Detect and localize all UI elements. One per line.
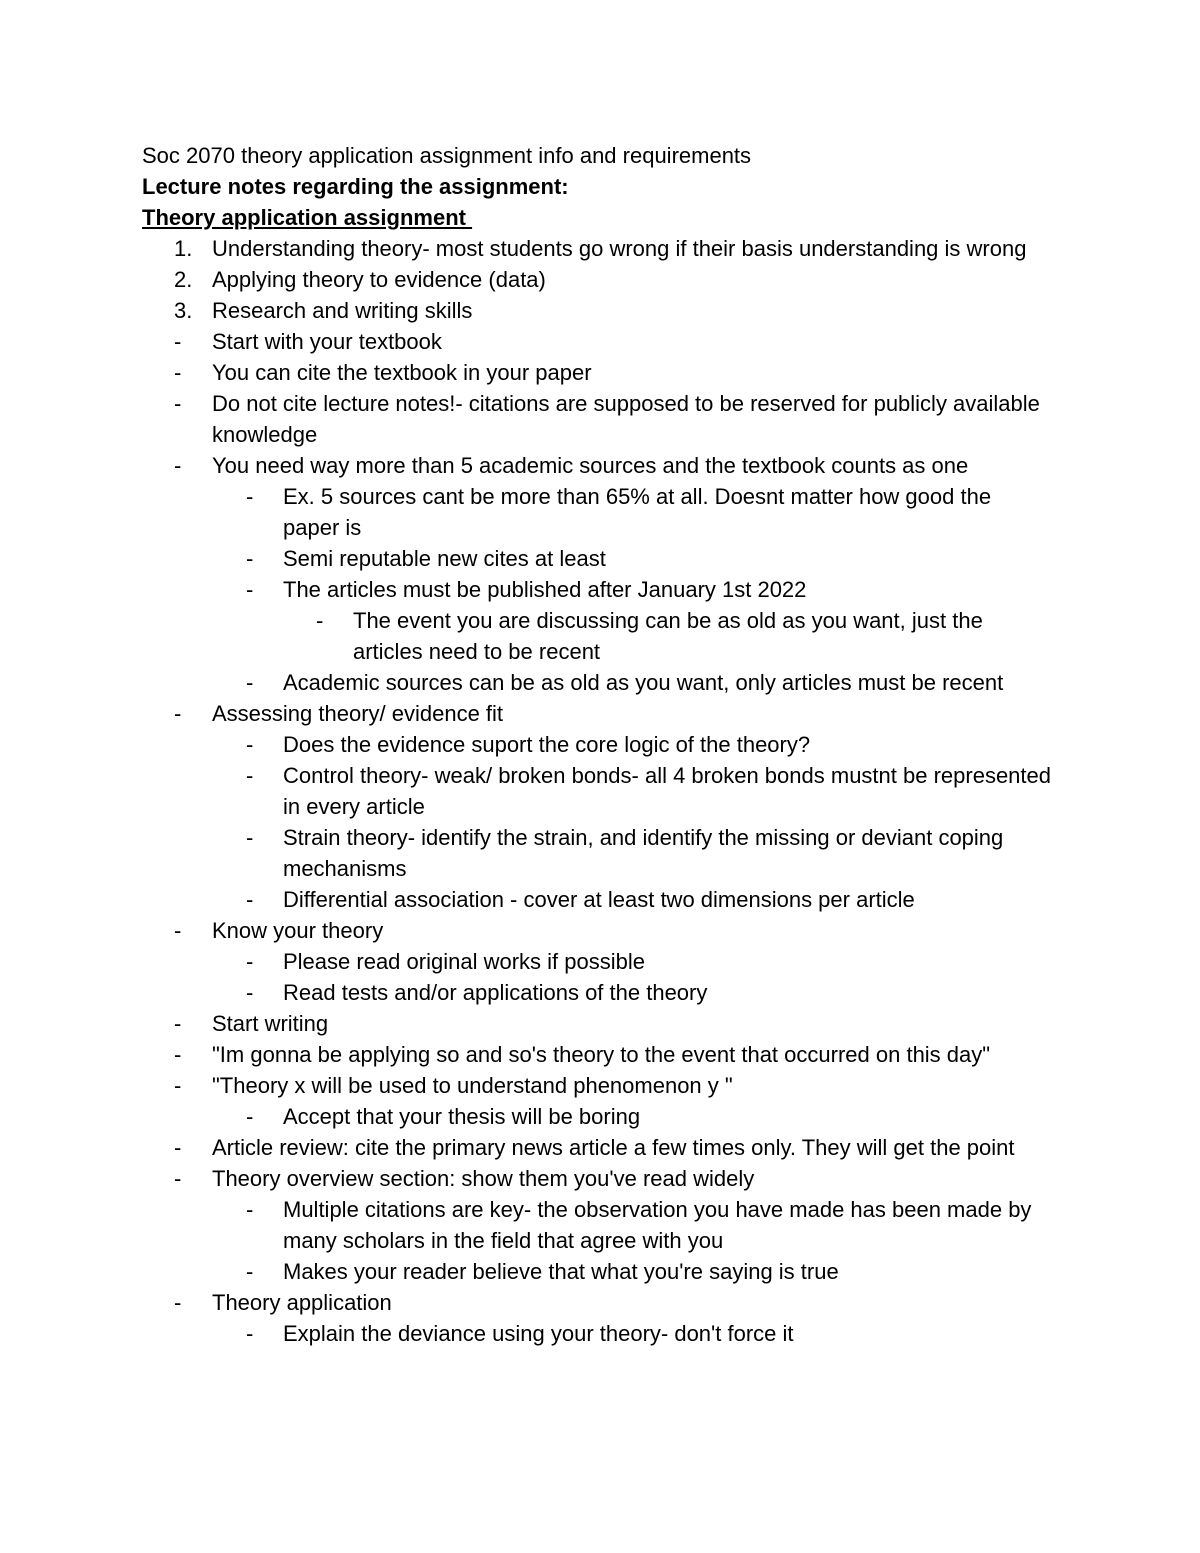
bullet-dash: - [174, 453, 182, 478]
bullet-dash: - [246, 980, 254, 1005]
list-item [142, 822, 1142, 884]
document-title: Soc 2070 theory application assignment info and requirements [142, 143, 752, 168]
lecture-notes-heading: Lecture notes regarding the assignment: [142, 174, 569, 199]
list-item [142, 481, 1142, 543]
list-item [142, 1132, 1142, 1163]
bullet-dash: - [174, 701, 182, 726]
list-item [142, 543, 1142, 574]
bullet-dash: - [174, 918, 182, 943]
list-item-text: Read tests and/or applications of the theory [283, 980, 708, 1005]
list-item-text: Research and writing skills [212, 298, 473, 323]
list-item-text: Start with your textbook [212, 329, 442, 354]
list-item-text: Theory application [212, 1290, 392, 1315]
bullet-dash: - [174, 1135, 182, 1160]
assignment-subheading: Theory application assignment [142, 205, 473, 230]
document-page [142, 140, 1142, 1349]
list-item-text: Know your theory [212, 918, 384, 943]
bullet-dash: - [246, 1321, 254, 1346]
list-item-text: The event you are discussing can be as old as you want, just the articles need to be recent [353, 608, 983, 664]
list-item [142, 1101, 1142, 1132]
bullet-dash: - [246, 1197, 254, 1222]
list-item [142, 574, 1142, 605]
list-item-text: Makes your reader believe that what you're saying is true [283, 1259, 839, 1284]
list-number: 2. [174, 267, 193, 292]
list-item [142, 1287, 1142, 1318]
list-item [142, 388, 1142, 450]
list-item-text: Please read original works if possible [283, 949, 645, 974]
list-item-text: The articles must be published after January 1st 2022 [283, 577, 807, 602]
bullet-dash: - [174, 1042, 182, 1067]
list-item [142, 760, 1142, 822]
list-item-text: Start writing [212, 1011, 329, 1036]
list-item-text: Academic sources can be as old as you want, only articles must be recent [283, 670, 1004, 695]
list-item-text: Differential association - cover at least two dimensions per article [283, 887, 915, 912]
bullet-dash: - [246, 1259, 254, 1284]
list-item-text: Explain the deviance using your theory- don't force it [283, 1321, 794, 1346]
list-item-text: Ex. 5 sources cant be more than 65% at all. Doesnt matter how good the paper is [283, 484, 992, 540]
list-number: 1. [174, 236, 193, 261]
bullet-dash: - [246, 825, 254, 850]
list-item [142, 1008, 1142, 1039]
list-item-text: You can cite the textbook in your paper [212, 360, 592, 385]
bullet-dash: - [246, 732, 254, 757]
list-item [142, 946, 1142, 977]
bullet-dash: - [174, 1073, 182, 1098]
list-item [142, 295, 1142, 326]
bullet-dash: - [174, 391, 182, 416]
list-item [142, 1039, 1142, 1070]
list-item-text: Article review: cite the primary news article a few times only. They will get the point [212, 1135, 1015, 1160]
list-item-text: Control theory- weak/ broken bonds- all 4 broken bonds mustnt be represented in every article [283, 763, 1051, 819]
bullet-dash: - [246, 763, 254, 788]
list-item-text: Theory overview section: show them you've read widely [212, 1166, 755, 1191]
list-item-text: Strain theory- identify the strain, and identify the missing or deviant coping mechanisms [283, 825, 1004, 881]
list-item-text: Semi reputable new cites at least [283, 546, 606, 571]
bullet-dash: - [246, 949, 254, 974]
list-item [142, 884, 1142, 915]
bullet-dash: - [174, 1011, 182, 1036]
list-item-text: Multiple citations are key- the observation you have made has been made by many scholars in the field that agree with you [283, 1197, 1032, 1253]
list-item-text: Understanding theory- most students go wrong if their basis understanding is wrong [212, 236, 1027, 261]
bullet-dash: - [246, 577, 254, 602]
bullet-dash: - [174, 360, 182, 385]
list-item [142, 915, 1142, 946]
bullet-dash: - [246, 1104, 254, 1129]
list-item [142, 450, 1142, 481]
list-item [142, 977, 1142, 1008]
list-item-text: "Im gonna be applying so and so's theory to the event that occurred on this day" [212, 1042, 991, 1067]
bullet-dash: - [174, 329, 182, 354]
list-item [142, 1318, 1142, 1349]
list-item [142, 357, 1142, 388]
bullet-dash: - [246, 670, 254, 695]
bullet-dash: - [316, 608, 324, 633]
list-item [142, 1194, 1142, 1256]
list-item [142, 1256, 1142, 1287]
list-item [142, 729, 1142, 760]
list-item [142, 667, 1142, 698]
list-item-text: You need way more than 5 academic sources and the textbook counts as one [212, 453, 969, 478]
list-item-text: Applying theory to evidence (data) [212, 267, 546, 292]
list-item-text: "Theory x will be used to understand phenomenon y " [212, 1073, 733, 1098]
list-number: 3. [174, 298, 193, 323]
list-item [142, 1070, 1142, 1101]
list-item [142, 326, 1142, 357]
notes-list [142, 233, 1142, 1349]
bullet-dash: - [246, 546, 254, 571]
list-item [142, 698, 1142, 729]
bullet-dash: - [246, 484, 254, 509]
list-item-text: Does the evidence suport the core logic of the theory? [283, 732, 811, 757]
bullet-dash: - [174, 1290, 182, 1315]
list-item [142, 233, 1142, 264]
list-item [142, 1163, 1142, 1194]
bullet-dash: - [246, 887, 254, 912]
bullet-dash: - [174, 1166, 182, 1191]
list-item-text: Assessing theory/ evidence fit [212, 701, 504, 726]
list-item [142, 264, 1142, 295]
list-item-text: Do not cite lecture notes!- citations are supposed to be reserved for publicly available knowledge [212, 391, 1040, 447]
list-item [142, 605, 1142, 667]
list-item-text: Accept that your thesis will be boring [283, 1104, 641, 1129]
